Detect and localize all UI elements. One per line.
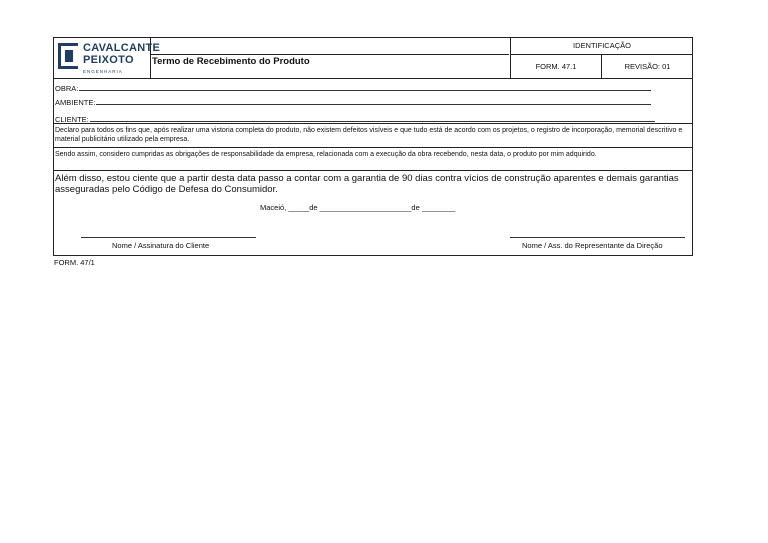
divider	[54, 147, 692, 148]
representative-signature-line[interactable]	[510, 237, 685, 238]
declaration-text: Declaro para todos os fins que, após realizar uma vistoria completa do produto, não existem defeitos visíveis e que tudo está de acordo com os projetos, o registro de incorporação, memorial descritivo e material publicitário utilizado pela empresa.	[55, 127, 683, 143]
client-signature-line[interactable]	[81, 237, 256, 238]
obra-field[interactable]	[55, 82, 651, 93]
ambiente-line[interactable]	[96, 96, 651, 105]
obligations-text: Sendo assim, considero cumpridas as obrigações de responsabilidade da empresa, relacionada com a execução da obra recebendo, nesta data, o produto por mim adquirido.	[55, 151, 597, 158]
form-title: Termo de Recebimento do Produto	[152, 56, 310, 67]
client-signature-label: Nome / Assinatura do Cliente	[112, 241, 210, 250]
footer-form-code: FORM. 47/1	[54, 258, 95, 267]
obra-label: OBRA:	[55, 84, 79, 93]
form-header	[54, 38, 692, 79]
logo-sub: ENGENHARIA	[83, 69, 123, 74]
identification-block	[510, 38, 693, 78]
form-title-cell	[151, 54, 509, 79]
cliente-line[interactable]	[90, 113, 655, 122]
ambiente-field[interactable]	[55, 96, 651, 107]
form-code: FORM. 47.1	[511, 55, 602, 78]
divider	[54, 170, 692, 171]
receipt-form	[53, 37, 693, 256]
place-date: Maceió, _____de ______________________de ________	[260, 203, 456, 212]
divider	[54, 123, 692, 124]
logo-mark-icon	[58, 43, 78, 69]
warranty-text: Além disso, estou ciente que a partir desta data passo a contar com a garantia de 90 dias contra vícios de construção aparentes e demais garantias asseguradas pelo Código de Defesa do Consumidor.	[55, 173, 679, 195]
company-logo	[54, 38, 161, 78]
logo-line1: CAVALCANTE	[83, 42, 161, 54]
cliente-label: CLIENTE:	[55, 115, 89, 124]
ambiente-label: AMBIENTE:	[55, 98, 96, 107]
revision: REVISÃO: 01	[624, 62, 671, 71]
identification-label: IDENTIFICAÇÃO	[511, 38, 693, 55]
logo-line2: PEIXOTO	[83, 54, 134, 66]
obra-line[interactable]	[79, 82, 651, 91]
representative-signature-label: Nome / Ass. do Representante da Direção	[522, 241, 663, 250]
